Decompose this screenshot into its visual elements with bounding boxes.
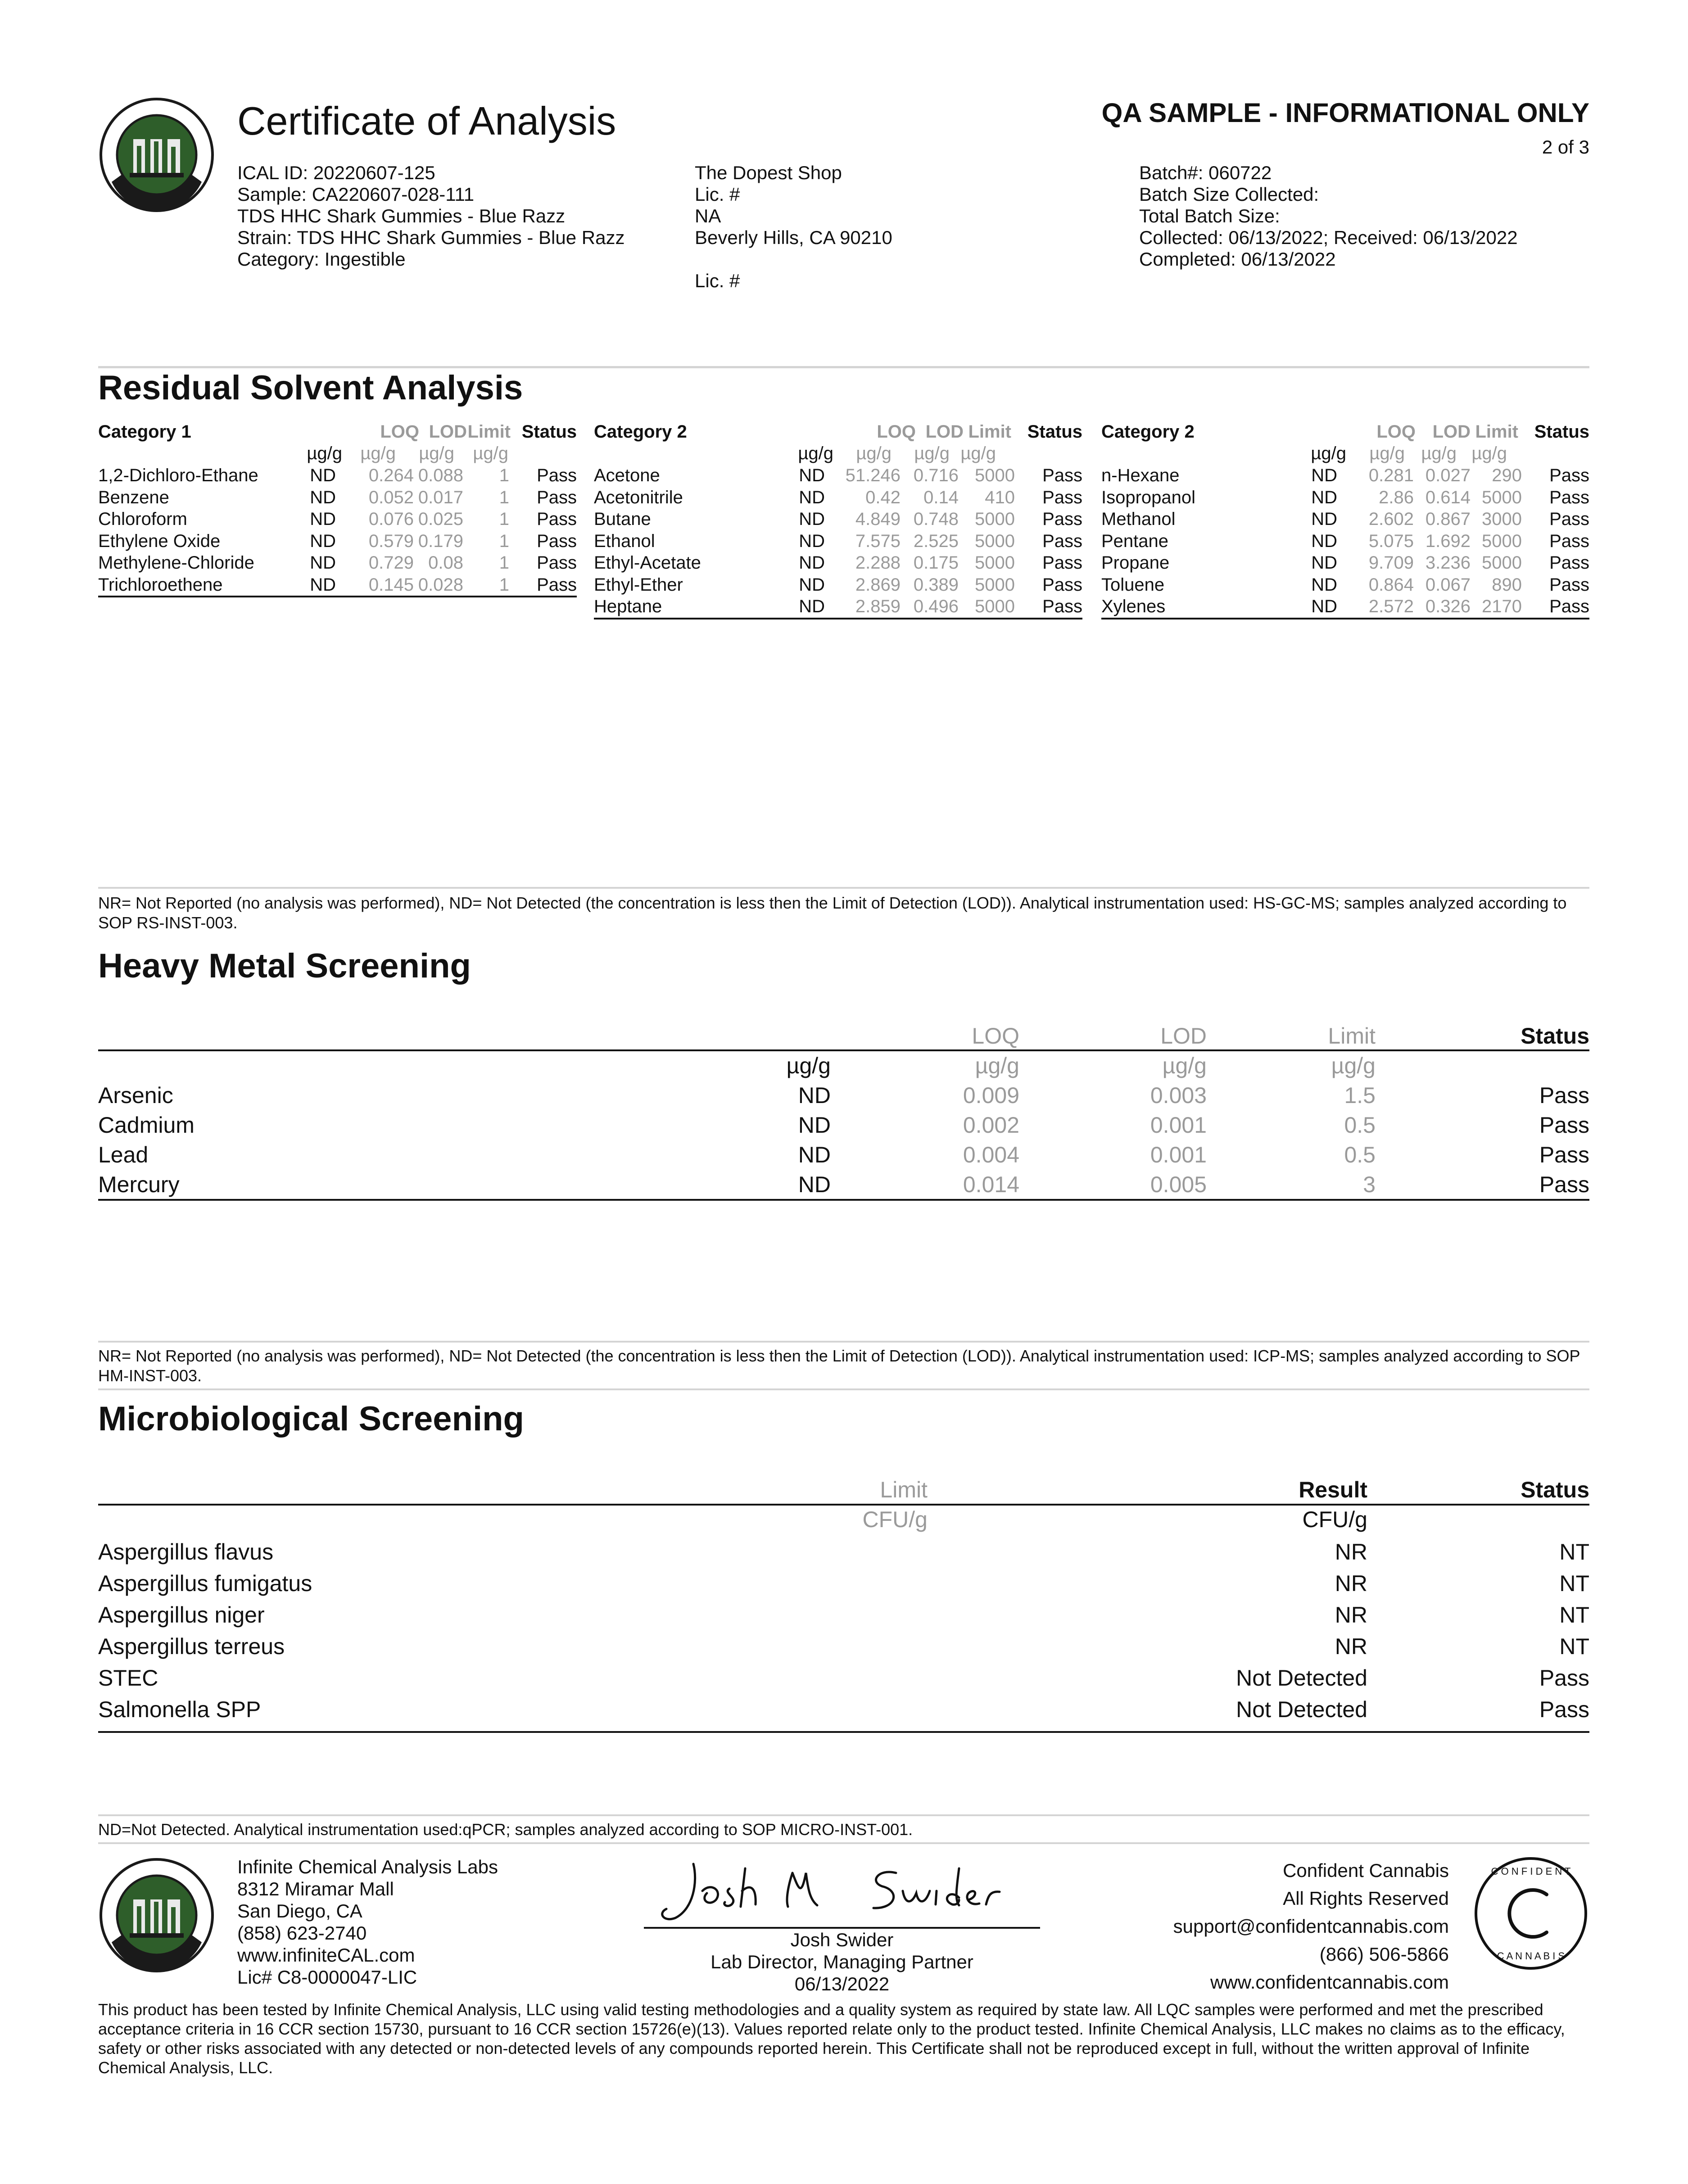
- divider: [98, 1814, 1589, 1816]
- limit-value: 1: [499, 531, 509, 551]
- total-batch-size: Total Batch Size:: [1139, 205, 1280, 226]
- client-info: [695, 162, 892, 292]
- analyte-name: Mercury: [98, 1172, 180, 1197]
- loq-value: 0.052: [368, 487, 414, 507]
- table-row: [98, 1663, 1589, 1693]
- loq-header: LOQ: [877, 422, 916, 442]
- lod-value: 0.027: [1425, 466, 1471, 485]
- lod-value: 0.067: [1425, 574, 1471, 595]
- divider: [98, 1341, 1589, 1343]
- analyte-name: Chloroform: [98, 509, 187, 529]
- table-row: [98, 508, 577, 530]
- status-value: Pass: [1539, 1665, 1589, 1691]
- status-value: Pass: [1539, 1172, 1589, 1197]
- unit-loq: µg/g: [360, 443, 396, 463]
- lod-header: LOD: [1432, 422, 1471, 442]
- limit-header: Limit: [880, 1477, 928, 1502]
- table-row: [98, 574, 577, 596]
- table-row: [98, 487, 577, 509]
- loq-header: LOQ: [380, 422, 419, 442]
- lod-value: 0.389: [913, 574, 959, 595]
- table-bottom-rule: [98, 1731, 1589, 1733]
- heavy-metal-table: [98, 1021, 1589, 1201]
- lod-value: 0.017: [418, 487, 463, 507]
- lab-license: Lic# C8-0000047-LIC: [237, 1967, 417, 1988]
- status-value: Pass: [1042, 597, 1082, 616]
- status-value: NT: [1559, 1634, 1589, 1659]
- signature-image: [644, 1855, 1040, 1927]
- unit-limit: CFU/g: [862, 1507, 928, 1532]
- status-value: Pass: [537, 553, 577, 573]
- limit-value: 410: [985, 487, 1015, 507]
- residual-table-2: [594, 421, 1082, 624]
- lod-value: 0.088: [418, 466, 463, 485]
- lod-value: 0.005: [1150, 1172, 1207, 1197]
- lab-city: San Diego, CA: [237, 1900, 362, 1922]
- lod-header: LOD: [925, 422, 964, 442]
- cc-name: Confident Cannabis: [1283, 1860, 1449, 1881]
- signatory: [644, 1929, 1040, 1995]
- result-value: ND: [310, 466, 336, 485]
- status-value: Pass: [537, 487, 577, 507]
- limit-value: 1: [499, 553, 509, 573]
- unit-lod: µg/g: [419, 443, 454, 463]
- limit-value: 5000: [975, 531, 1015, 551]
- status-value: Pass: [537, 531, 577, 551]
- table-row: [98, 1632, 1589, 1661]
- limit-value: 5000: [1482, 531, 1522, 551]
- heavy-metal-note: NR= Not Reported (no analysis was performed), ND= Not Detected (the concentration is less then the Limit of Detection (LOD)). Analytical instrumentation used: ICP-MS; samples analyzed according to SOP HM-INST-003.: [98, 1347, 1580, 1385]
- result-value: ND: [1311, 531, 1337, 551]
- status-value: Pass: [1549, 509, 1589, 529]
- result-value: ND: [799, 597, 825, 616]
- limit-header: Limit: [1475, 422, 1518, 442]
- loq-value: 2.869: [855, 574, 901, 595]
- table-row: [98, 1110, 1589, 1140]
- lod-value: 0.326: [1425, 597, 1471, 616]
- table-row: [98, 1081, 1589, 1110]
- status-value: Pass: [1539, 1142, 1589, 1167]
- result-value: ND: [1311, 466, 1337, 485]
- result-value: ND: [310, 553, 336, 573]
- ical-logo-footer: [98, 1857, 215, 1974]
- status-value: Pass: [1549, 487, 1589, 507]
- status-value: Pass: [1549, 574, 1589, 595]
- result-value: NR: [1335, 1571, 1367, 1596]
- cc-rights: All Rights Reserved: [1283, 1888, 1449, 1909]
- category-header: Category 2: [1101, 422, 1195, 442]
- analyte-name: Aspergillus flavus: [98, 1539, 274, 1565]
- unit-loq: µg/g: [856, 443, 892, 463]
- lab-street: 8312 Miramar Mall: [237, 1878, 394, 1899]
- table-bottom-rule: [1101, 618, 1589, 619]
- lod-value: 0.14: [923, 487, 959, 507]
- status-value: Pass: [537, 466, 577, 485]
- result-value: ND: [798, 1083, 831, 1108]
- loq-value: 2.859: [855, 597, 901, 616]
- unit-result: µg/g: [798, 443, 833, 463]
- unit-lod: µg/g: [914, 443, 950, 463]
- result-value: ND: [799, 487, 825, 507]
- unit-result: µg/g: [786, 1053, 831, 1078]
- limit-value: 5000: [975, 553, 1015, 573]
- unit-loq: µg/g: [975, 1053, 1019, 1078]
- residual-table-1: [98, 421, 577, 601]
- loq-value: 4.849: [855, 509, 901, 529]
- loq-value: 0.281: [1368, 466, 1414, 485]
- analyte-name: Salmonella SPP: [98, 1697, 261, 1722]
- client-name: The Dopest Shop: [695, 162, 842, 183]
- analyte-name: 1,2-Dichloro-Ethane: [98, 466, 258, 485]
- result-value: ND: [799, 466, 825, 485]
- sample-id: Sample: CA220607-028-111: [237, 184, 475, 205]
- analyte-name: Acetonitrile: [594, 487, 683, 507]
- analyte-name: Aspergillus niger: [98, 1602, 265, 1628]
- status-value: Pass: [537, 574, 577, 595]
- table-row: [1101, 487, 1589, 509]
- limit-header: Limit: [467, 422, 511, 442]
- limit-header: Limit: [1328, 1023, 1376, 1049]
- result-value: Not Detected: [1236, 1665, 1367, 1691]
- lod-value: 0.175: [913, 553, 959, 573]
- result-value: ND: [310, 487, 336, 507]
- unit-lod: µg/g: [1162, 1053, 1207, 1078]
- table-bottom-rule: [594, 618, 1082, 619]
- loq-value: 2.602: [1368, 509, 1414, 529]
- lod-value: 3.236: [1425, 553, 1471, 573]
- svg-text:C O N F I D E N T: C O N F I D E N T: [1491, 1866, 1571, 1877]
- lab-website[interactable]: www.infiniteCAL.com: [237, 1944, 415, 1966]
- signatory-name: Josh Swider: [790, 1929, 894, 1950]
- limit-value: 1.5: [1344, 1083, 1376, 1108]
- loq-value: 0.42: [865, 487, 901, 507]
- analyte-name: Ethyl-Acetate: [594, 553, 701, 573]
- residual-note: NR= Not Reported (no analysis was performed), ND= Not Detected (the concentration is less then the Limit of Detection (LOD)). Analytical instrumentation used: HS-GC-MS; samples analyzed according to SOP RS-INST-003.: [98, 894, 1567, 932]
- client-na: NA: [695, 205, 721, 226]
- analyte-name: Ethanol: [594, 531, 655, 551]
- lab-name: Infinite Chemical Analysis Labs: [237, 1856, 498, 1877]
- limit-header: Limit: [968, 422, 1011, 442]
- svg-text:C A N N A B I S: C A N N A B I S: [1497, 1950, 1565, 1962]
- table-row: [98, 552, 577, 574]
- unit-result: CFU/g: [1302, 1507, 1367, 1532]
- lod-value: 0.08: [428, 553, 463, 573]
- limit-value: 1: [499, 466, 509, 485]
- analyte-name: Butane: [594, 509, 651, 529]
- loq-header: LOQ: [972, 1023, 1019, 1049]
- limit-value: 2170: [1482, 597, 1522, 616]
- cc-contact: [1173, 1857, 1449, 1996]
- unit-limit: µg/g: [1331, 1053, 1376, 1078]
- batch-size-collected: Batch Size Collected:: [1139, 184, 1319, 205]
- loq-value: 5.075: [1368, 531, 1414, 551]
- loq-header: LOQ: [1376, 422, 1416, 442]
- residual-table-3: [1101, 421, 1589, 624]
- status-value: Pass: [1042, 531, 1082, 551]
- client-spacer: [695, 249, 892, 270]
- client-license-2: Lic. #: [695, 270, 740, 291]
- lab-phone: (858) 623-2740: [237, 1922, 367, 1944]
- lod-header: LOD: [1160, 1023, 1207, 1049]
- loq-value: 0.004: [963, 1142, 1019, 1167]
- page-number: 2 of 3: [1542, 136, 1589, 158]
- analyte-name: Trichloroethene: [98, 574, 223, 595]
- analyte-name: Benzene: [98, 487, 169, 507]
- table-bottom-rule: [98, 596, 577, 597]
- confident-cannabis-seal: [1472, 1855, 1589, 1972]
- loq-value: 0.002: [963, 1112, 1019, 1138]
- loq-value: 0.009: [963, 1083, 1019, 1108]
- batch-number: Batch#: 060722: [1139, 162, 1272, 183]
- analyte-name: n-Hexane: [1101, 466, 1180, 485]
- table-row: [594, 574, 1082, 596]
- table-bottom-rule: [98, 1199, 1589, 1201]
- unit-lod: µg/g: [1421, 443, 1457, 463]
- limit-value: 5000: [1482, 487, 1522, 507]
- status-value: NT: [1559, 1602, 1589, 1628]
- lod-value: 0.028: [418, 574, 463, 595]
- analyte-name: STEC: [98, 1665, 158, 1691]
- loq-value: 2.572: [1368, 597, 1414, 616]
- analyte-name: Aspergillus fumigatus: [98, 1571, 312, 1596]
- table-row: [98, 1600, 1589, 1630]
- status-value: Pass: [1549, 466, 1589, 485]
- limit-value: 0.5: [1344, 1142, 1376, 1167]
- lod-value: 0.001: [1150, 1112, 1207, 1138]
- status-value: Pass: [1042, 574, 1082, 595]
- status-value: NT: [1559, 1539, 1589, 1565]
- limit-value: 5000: [975, 597, 1015, 616]
- unit-limit: µg/g: [473, 443, 508, 463]
- status-value: NT: [1559, 1571, 1589, 1596]
- table-row: [98, 1695, 1589, 1724]
- lod-value: 0.496: [913, 597, 959, 616]
- residual-title: Residual Solvent Analysis: [98, 369, 523, 407]
- limit-value: 5000: [1482, 553, 1522, 573]
- heavy-metal-title: Heavy Metal Screening: [98, 947, 471, 985]
- table-row: [594, 530, 1082, 552]
- lod-value: 0.179: [418, 531, 463, 551]
- analyte-name: Methanol: [1101, 509, 1176, 529]
- table-row: [594, 552, 1082, 574]
- table-row: [1101, 574, 1589, 596]
- limit-value: 5000: [975, 574, 1015, 595]
- result-value: NR: [1335, 1602, 1367, 1628]
- result-value: ND: [799, 531, 825, 551]
- status-value: Pass: [1042, 487, 1082, 507]
- status-value: Pass: [1539, 1083, 1589, 1108]
- limit-value: 290: [1492, 466, 1522, 485]
- status-value: Pass: [1549, 531, 1589, 551]
- table-row: [98, 465, 577, 487]
- loq-value: 0.076: [368, 509, 414, 529]
- table-row: [98, 1140, 1589, 1170]
- limit-value: 0.5: [1344, 1112, 1376, 1138]
- ical-logo: [98, 96, 215, 213]
- disclaimer: This product has been tested by Infinite Chemical Analysis, LLC using valid testing methodologies and a quality system as required by state law. All LQC samples were performed and met the prescribed acceptance criteria in 16 CCR section 15730, pursuant to 16 CCR section 15726(e)(13). Values reported relate only to the product tested. Infinite Chemical Analysis, LLC makes no claims as to the efficacy, safety or other risks associated with any detected or non-detected levels of any compounds reported herein. This Certificate shall not be reproduced except in full, without the written approval of Infinite Chemical Analysis, LLC.: [98, 2000, 1565, 2077]
- table-row: [594, 465, 1082, 487]
- limit-value: 5000: [975, 466, 1015, 485]
- loq-value: 0.145: [368, 574, 414, 595]
- status-value: Pass: [1042, 553, 1082, 573]
- lod-value: 0.867: [1425, 509, 1471, 529]
- status-value: Pass: [537, 509, 577, 529]
- result-value: ND: [798, 1112, 831, 1138]
- limit-value: 3000: [1482, 509, 1522, 529]
- unit-result: µg/g: [1311, 443, 1346, 463]
- completed-date: Completed: 06/13/2022: [1139, 249, 1336, 270]
- status-value: Pass: [1539, 1112, 1589, 1138]
- lod-value: 1.692: [1425, 531, 1471, 551]
- result-value: ND: [798, 1142, 831, 1167]
- ical-id: ICAL ID: 20220607-125: [237, 162, 435, 183]
- status-header: Status: [1521, 1023, 1589, 1049]
- table-row: [98, 1170, 1589, 1199]
- analyte-name: Toluene: [1101, 574, 1165, 595]
- loq-value: 0.014: [963, 1172, 1019, 1197]
- loq-value: 9.709: [1368, 553, 1414, 573]
- analyte-name: Cadmium: [98, 1112, 195, 1138]
- signature-date: 06/13/2022: [794, 1973, 890, 1994]
- signatory-role: Lab Director, Managing Partner: [710, 1951, 973, 1972]
- unit-limit: µg/g: [960, 443, 996, 463]
- status-header: Status: [1521, 1477, 1589, 1502]
- result-value: ND: [310, 574, 336, 595]
- table-row: [1101, 530, 1589, 552]
- analyte-name: Ethylene Oxide: [98, 531, 221, 551]
- result-value: ND: [1311, 487, 1337, 507]
- result-value: ND: [799, 553, 825, 573]
- loq-value: 0.864: [1368, 574, 1414, 595]
- product-name: TDS HHC Shark Gummies - Blue Razz: [237, 205, 566, 226]
- cc-phone: (866) 506-5866: [1319, 1944, 1449, 1965]
- micro-title: Microbiological Screening: [98, 1400, 524, 1438]
- divider: [98, 887, 1589, 889]
- loq-value: 0.579: [368, 531, 414, 551]
- status-value: Pass: [1042, 509, 1082, 529]
- status-value: Pass: [1042, 466, 1082, 485]
- lod-value: 0.614: [1425, 487, 1471, 507]
- result-value: ND: [799, 574, 825, 595]
- limit-value: 890: [1492, 574, 1522, 595]
- analyte-name: Aspergillus terreus: [98, 1634, 285, 1659]
- sample-info: [237, 162, 625, 270]
- client-address: Beverly Hills, CA 90210: [695, 227, 892, 248]
- table-row: [1101, 552, 1589, 574]
- strain: Strain: TDS HHC Shark Gummies - Blue Razz: [237, 227, 625, 248]
- lod-header: LOD: [429, 422, 467, 442]
- lod-value: 0.748: [913, 509, 959, 529]
- result-value: ND: [310, 509, 336, 529]
- lod-value: 0.003: [1150, 1083, 1207, 1108]
- loq-value: 2.86: [1379, 487, 1414, 507]
- micro-note: ND=Not Detected. Analytical instrumentation used:qPCR; samples analyzed according to SOP MICRO-INST-001.: [98, 1820, 913, 1839]
- lab-contact: [237, 1856, 498, 1988]
- table-row: [98, 1569, 1589, 1598]
- table-row: [1101, 465, 1589, 487]
- analyte-name: Pentane: [1101, 531, 1169, 551]
- analyte-name: Heptane: [594, 597, 662, 616]
- table-row: [98, 1537, 1589, 1567]
- analyte-name: Arsenic: [98, 1083, 173, 1108]
- analyte-name: Propane: [1101, 553, 1170, 573]
- result-value: NR: [1335, 1539, 1367, 1565]
- analyte-name: Ethyl-Ether: [594, 574, 683, 595]
- category: Category: Ingestible: [237, 249, 406, 270]
- loq-value: 0.729: [368, 553, 414, 573]
- table-row: [1101, 508, 1589, 530]
- limit-value: 1: [499, 574, 509, 595]
- result-value: NR: [1335, 1634, 1367, 1659]
- divider: [98, 1388, 1589, 1390]
- limit-value: 3: [1363, 1172, 1376, 1197]
- table-row: [98, 530, 577, 552]
- limit-value: 1: [499, 509, 509, 529]
- status-value: Pass: [1549, 553, 1589, 573]
- loq-value: 0.264: [368, 466, 414, 485]
- limit-value: 5000: [975, 509, 1015, 529]
- result-value: ND: [1311, 509, 1337, 529]
- status-header: Status: [1027, 422, 1082, 442]
- batch-info: [1139, 162, 1518, 270]
- cc-website[interactable]: www.confidentcannabis.com: [1210, 1971, 1449, 1993]
- category-header: Category 2: [594, 422, 687, 442]
- result-value: ND: [1311, 574, 1337, 595]
- table-row: [1101, 596, 1589, 618]
- client-license: Lic. #: [695, 184, 740, 205]
- analyte-name: Isopropanol: [1101, 487, 1196, 507]
- result-value: ND: [799, 509, 825, 529]
- document-title: Certificate of Analysis: [237, 99, 616, 143]
- qa-banner: QA SAMPLE - INFORMATIONAL ONLY: [1101, 98, 1589, 128]
- lod-value: 2.525: [913, 531, 959, 551]
- status-header: Status: [1534, 422, 1589, 442]
- unit-limit: µg/g: [1471, 443, 1507, 463]
- result-value: ND: [798, 1172, 831, 1197]
- result-value: ND: [1311, 553, 1337, 573]
- category-header: Category 1: [98, 422, 191, 442]
- table-row: [594, 596, 1082, 618]
- lod-value: 0.716: [913, 466, 959, 485]
- lod-value: 0.001: [1150, 1142, 1207, 1167]
- loq-value: 2.288: [855, 553, 901, 573]
- status-value: Pass: [1549, 597, 1589, 616]
- lod-value: 0.025: [418, 509, 463, 529]
- divider: [98, 1842, 1589, 1844]
- table-row: [594, 487, 1082, 509]
- table-row: [594, 508, 1082, 530]
- loq-value: 7.575: [855, 531, 901, 551]
- unit-result: µg/g: [307, 443, 342, 463]
- analyte-name: Lead: [98, 1142, 149, 1167]
- limit-value: 1: [499, 487, 509, 507]
- analyte-name: Methylene-Chloride: [98, 553, 254, 573]
- unit-loq: µg/g: [1369, 443, 1405, 463]
- status-value: Pass: [1539, 1697, 1589, 1722]
- analyte-name: Xylenes: [1101, 597, 1166, 616]
- result-header: Result: [1299, 1477, 1367, 1502]
- micro-table: [98, 1475, 1589, 1736]
- loq-value: 51.246: [845, 466, 901, 485]
- result-value: ND: [310, 531, 336, 551]
- cc-email[interactable]: support@confidentcannabis.com: [1173, 1916, 1449, 1937]
- analyte-name: Acetone: [594, 466, 660, 485]
- status-header: Status: [521, 422, 577, 442]
- collected-received: Collected: 06/13/2022; Received: 06/13/2022: [1139, 227, 1518, 248]
- result-value: Not Detected: [1236, 1697, 1367, 1722]
- result-value: ND: [1311, 597, 1337, 616]
